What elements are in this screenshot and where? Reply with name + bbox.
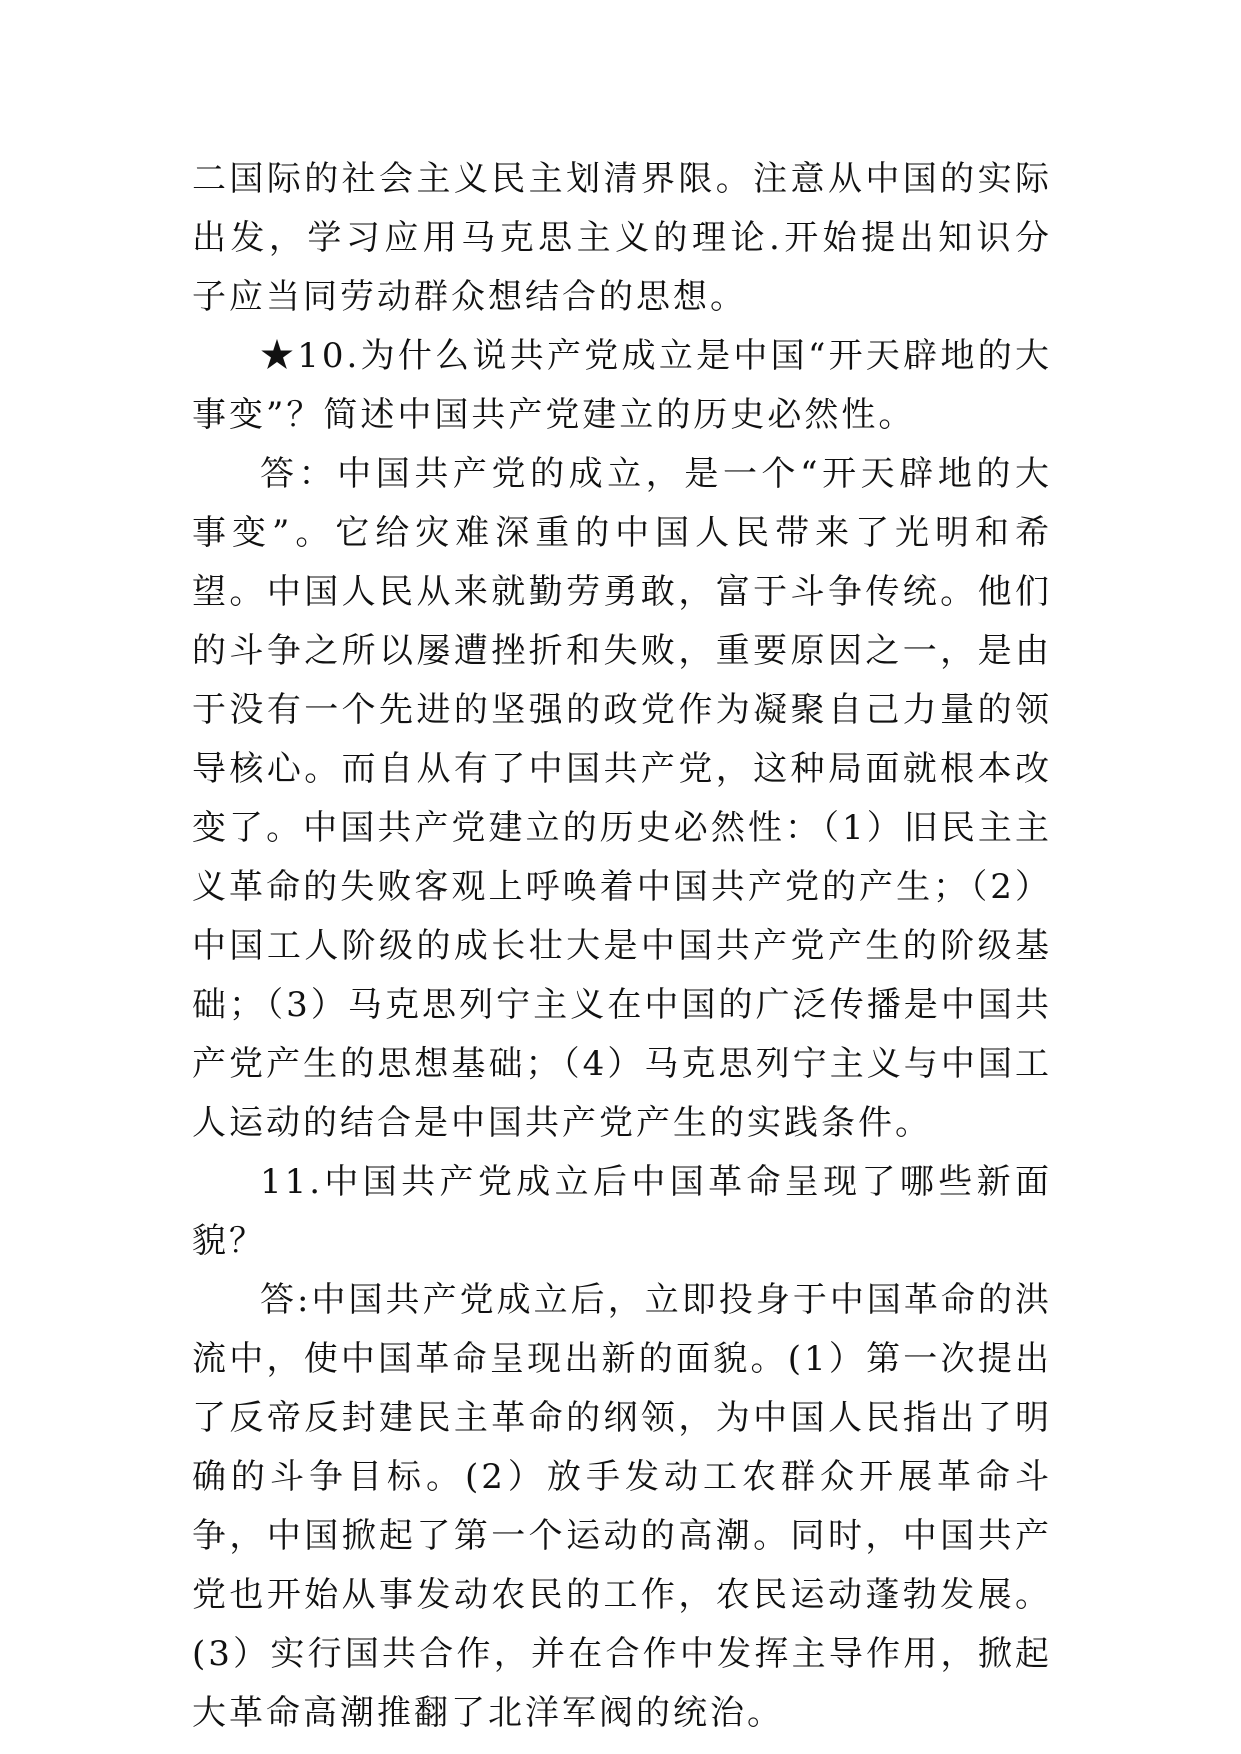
paragraph-continuation: 二国际的社会主义民主划清界限。注意从中国的实际出发，学习应用马克思主义的理论.开始提出知识分子应当同劳动群众想结合的思想。	[192, 159, 1052, 317]
answer-11: 答:中国共产党成立后，立即投身于中国革命的洪流中，使中国革命呈现出新的面貌。(1）第一次提出了反帝反封建民主革命的纲领，为中国人民指出了明确的斗争目标。(2）放手发动工农群众开展革命斗争，中国掀起了第一个运动的高潮。同时，中国共产党也开始从事发动农民的工作，农民运动蓬勃发展。(3）实行国共合作，并在合作中发挥主导作用，掀起大革命高潮推翻了北洋军阀的统治。	[192, 1280, 1052, 1733]
question-11: 11.中国共产党成立后中国革命呈现了哪些新面貌？	[192, 1162, 1052, 1261]
answer-10: 答：中国共产党的成立，是一个“开天辟地的大事变”。它给灾难深重的中国人民带来了光明和希望。中国人民从来就勤劳勇敢，富于斗争传统。他们的斗争之所以屡遭挫折和失败，重要原因之一，是由于没有一个先进的坚强的政党作为凝聚自己力量的领导核心。而自从有了中国共产党，这种局面就根本改变了。中国共产党建立的历史必然性：（1）旧民主主义革命的失败客观上呼唤着中国共产党的产生；（2）中国工人阶级的成长壮大是中国共产党产生的阶级基础；（3）马克思列宁主义在中国的广泛传播是中国共产党产生的思想基础；（4）马克思列宁主义与中国工人运动的结合是中国共产党产生的实践条件。	[192, 454, 1052, 1143]
question-10: ★10.为什么说共产党成立是中国“开天辟地的大事变”？简述中国共产党建立的历史必然性。	[192, 336, 1052, 435]
document-page	[192, 150, 1052, 1743]
